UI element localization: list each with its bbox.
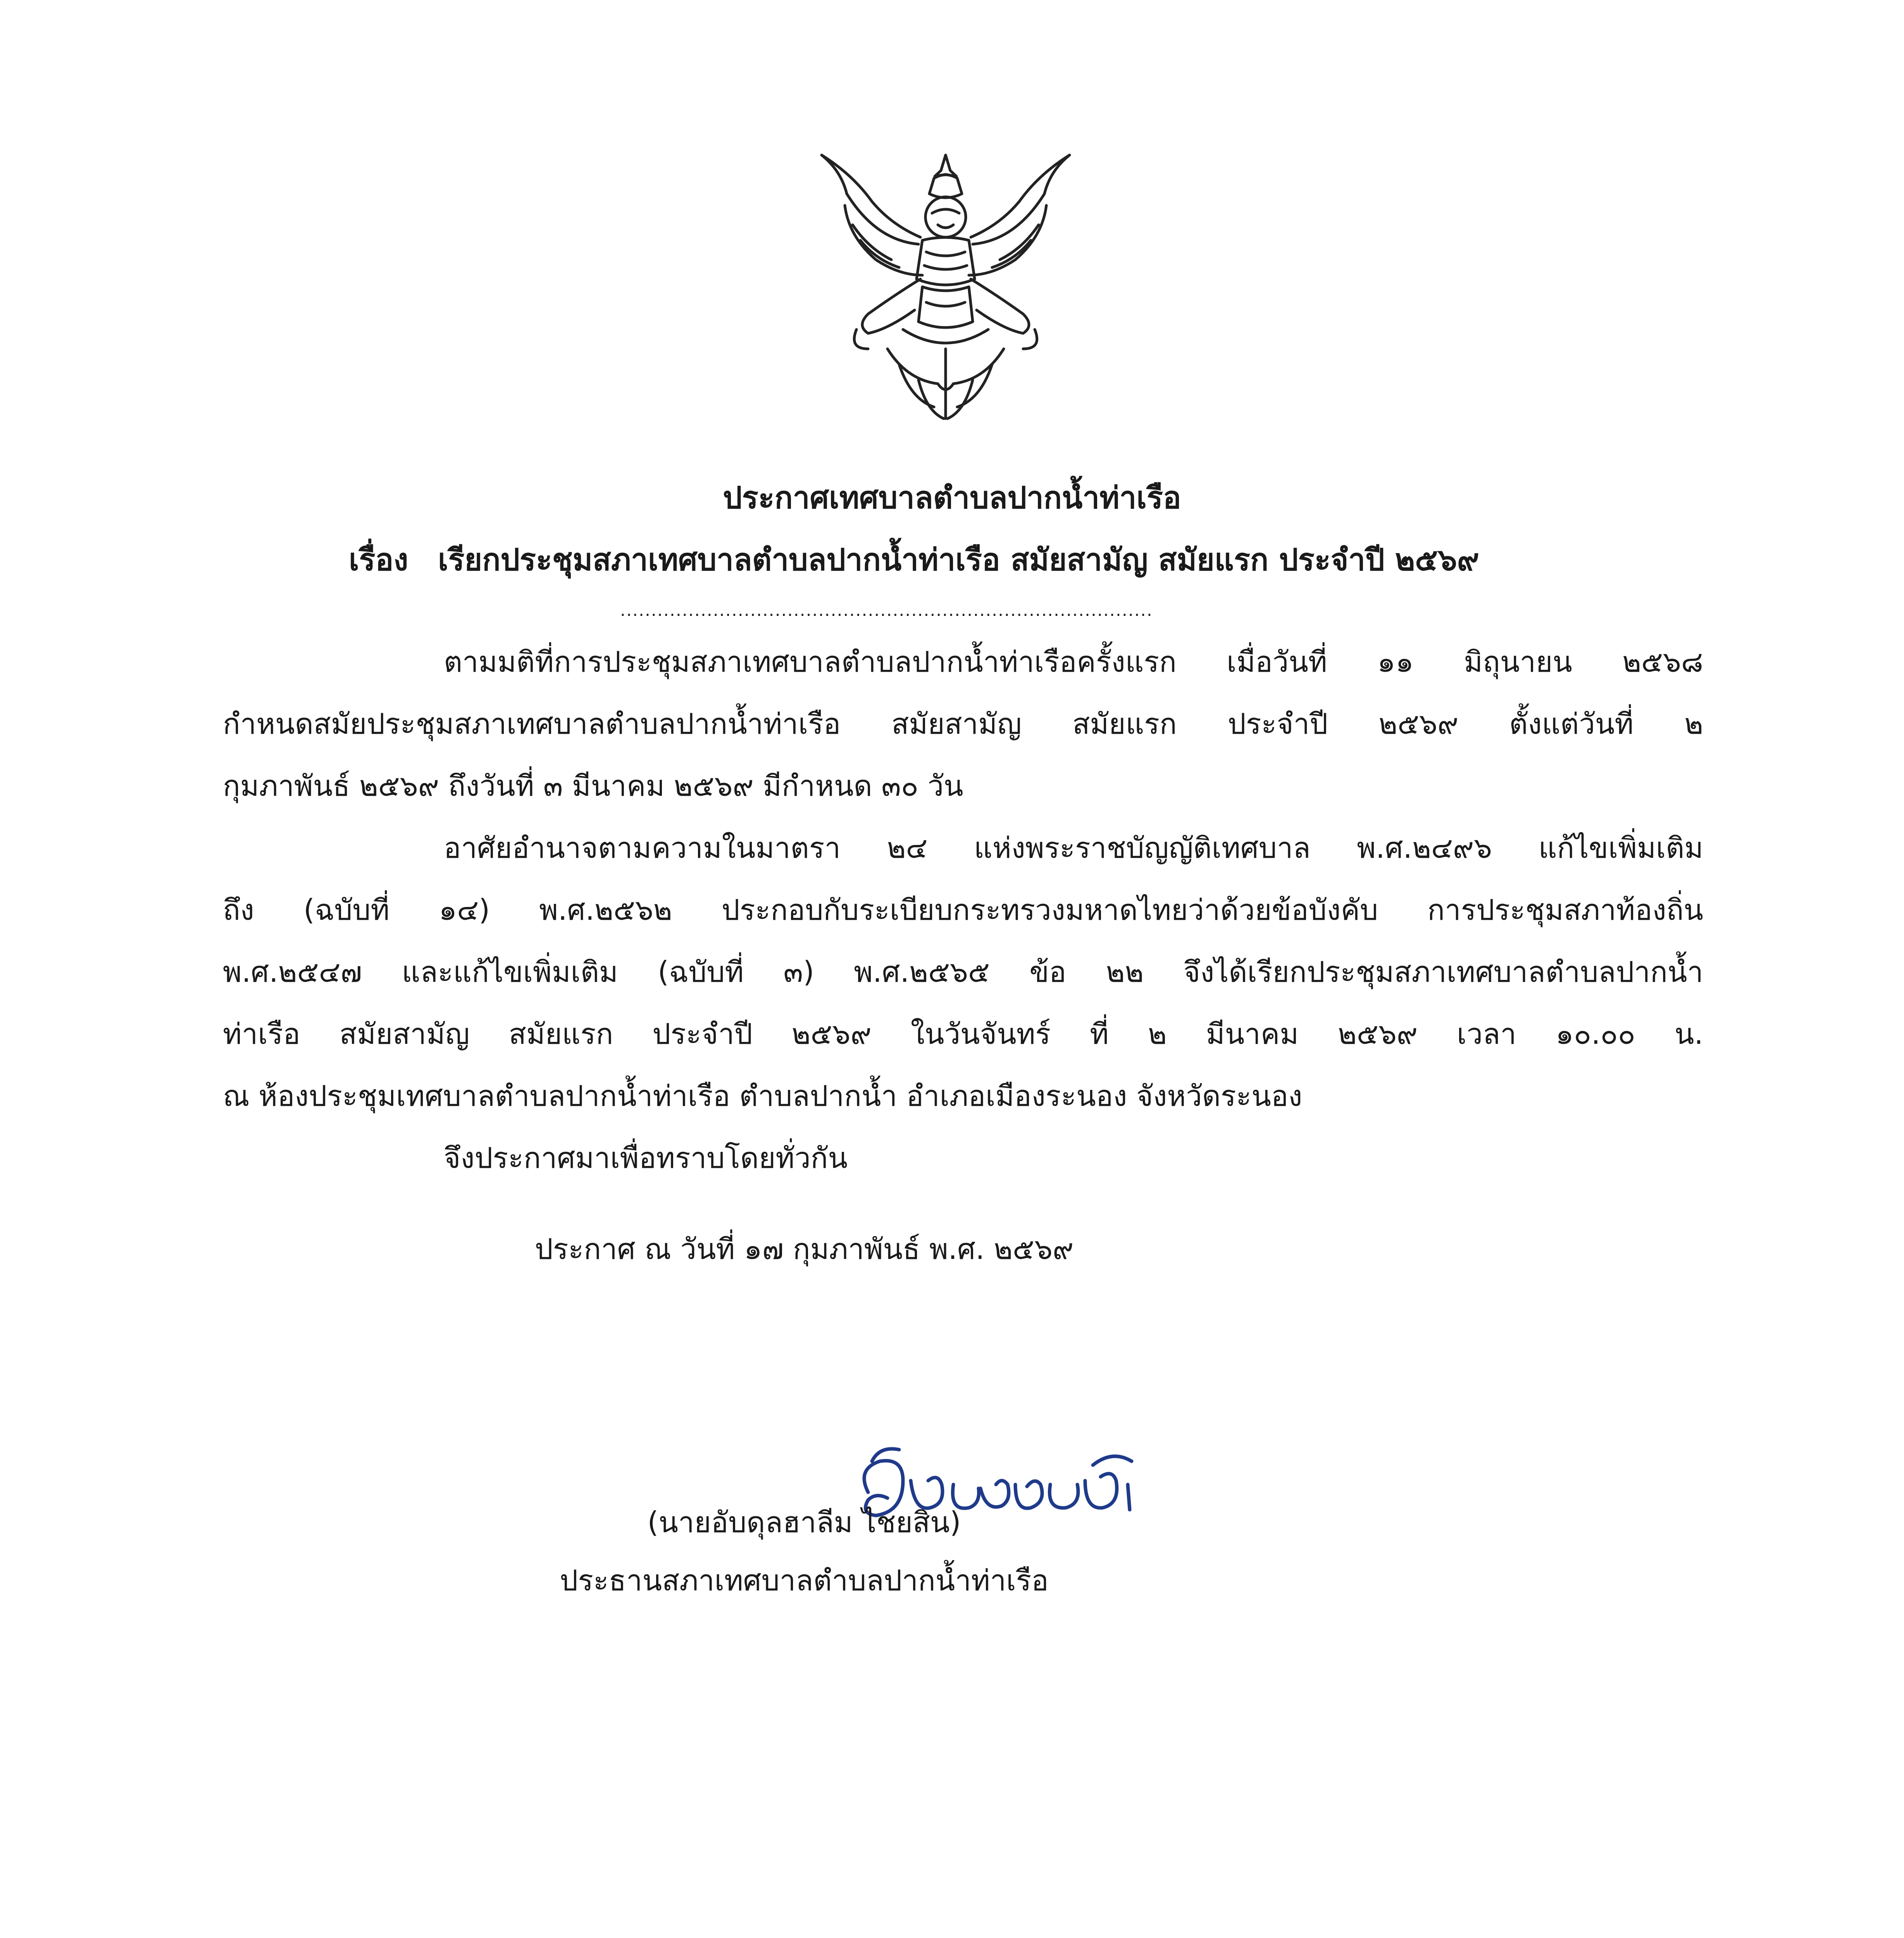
- signer-name: (นายอับดุลฮาลีม ไชยสิน): [647, 1506, 961, 1539]
- signer-position: ประธานสภาเทศบาลตำบลปากน้ำท่าเรือ: [560, 1564, 1049, 1597]
- document-title: ประกาศเทศบาลตำบลปากน้ำท่าเรือ: [723, 481, 1181, 516]
- paragraph2-line: ท่าเรือ สมัยสามัญ สมัยแรก ประจำปี ๒๕๖๙ ในวันจันทร์ ที่ ๒ มีนาคม ๒๕๖๙ เวลา ๑๐.๐๐ น.: [223, 1017, 1703, 1051]
- paragraph1-line: ตามมติที่การประชุมสภาเทศบาลตำบลปากน้ำท่าเรือครั้งแรก เมื่อวันที่ ๑๑ มิถุนายน ๒๕๖๘: [444, 645, 1703, 679]
- subject-text: เรียกประชุมสภาเทศบาลตำบลปากน้ำท่าเรือ สมัยสามัญ สมัยแรก ประจำปี ๒๕๖๙: [438, 543, 1479, 578]
- paragraph1-line: กำหนดสมัยประชุมสภาเทศบาลตำบลปากน้ำท่าเรือ สมัยสามัญ สมัยแรก ประจำปี ๒๕๖๙ ตั้งแต่วันที่ ๒: [223, 707, 1703, 741]
- paragraph2-line: ณ ห้องประชุมเทศบาลตำบลปากน้ำท่าเรือ ตำบลปากน้ำ อำเภอเมืองระนอง จังหวัดระนอง: [223, 1079, 1303, 1113]
- announcement-date: ประกาศ ณ วันที่ ๑๗ กุมภาพันธ์ พ.ศ. ๒๕๖๙: [534, 1233, 1074, 1266]
- subject-label: เรื่อง: [349, 543, 408, 578]
- paragraph2-line: ถึง (ฉบับที่ ๑๔) พ.ศ.๒๕๖๒ ประกอบกับระเบียบกระทรวงมหาดไทยว่าด้วยข้อบังคับ การประชุมสภาท้องถิ่น: [223, 893, 1703, 927]
- closing-statement: จึงประกาศมาเพื่อทราบโดยทั่วกัน: [444, 1141, 848, 1175]
- separator-line: ......................................................................................: [620, 600, 1153, 620]
- paragraph2-line: อาศัยอำนาจตามความในมาตรา ๒๔ แห่งพระราชบัญญัติเทศบาล พ.ศ.๒๔๙๖ แก้ไขเพิ่มเติม: [444, 831, 1703, 865]
- document-subject: [349, 541, 1479, 579]
- paragraph2-line: พ.ศ.๒๕๔๗ และแก้ไขเพิ่มเติม (ฉบับที่ ๓) พ.ศ.๒๕๖๕ ข้อ ๒๒ จึงได้เรียกประชุมสภาเทศบาลตำบลปากน้ำ: [223, 955, 1703, 989]
- garuda-emblem-icon: [810, 147, 1081, 430]
- paragraph1-line: กุมภาพันธ์ ๒๕๖๙ ถึงวันที่ ๓ มีนาคม ๒๕๖๙ มีกำหนด ๓๐ วัน: [223, 769, 963, 803]
